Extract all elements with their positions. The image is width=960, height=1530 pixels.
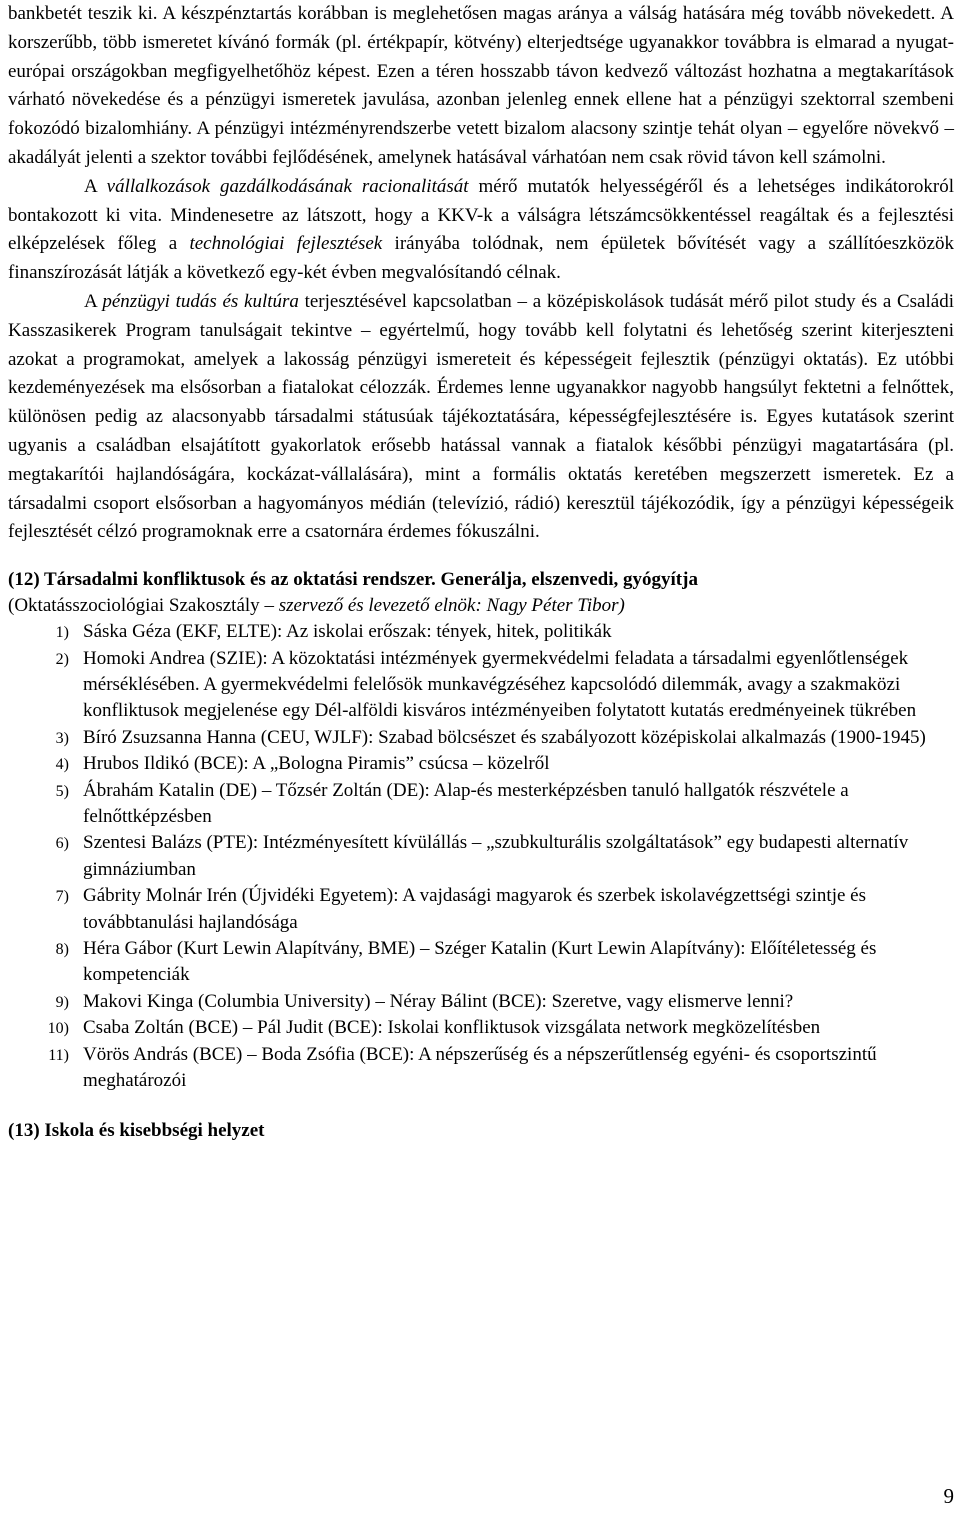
- paragraph-financial-culture: A pénzügyi tudás és kultúra terjesztésével kapcsolatban – a középiskolások tudását mérő pilot study és a Családi Kasszasikerek Program tanulságait tekintve – egyértelmű, hogy tovább kell folytatni és lehetőség szerint kiterjeszteni azokat a programokat, amelyek a lakosság pénzügyi ismereteit és képességeit fejlesztik (pénzügyi oktatás). Ez utóbbi kezdeményezések ma elsősorban a fiatalokat célozzák. Érdemes lenne ugyanakkor nagyobb hangsúlyt fektetni a felnőttek, különösen pedig az alacsonyabb társadalmi státusúak tájékoztatására, képességfejlesztésére is. Egyes kutatások szerint ugyanis a családban elsajátított gyakorlatok erősebb hatással vannak a fiatalok későbbi pénzügyi magatartására (pl. megtakarítói hajlandóságára, kockázat-vállalására), mint a formális oktatás keretében megszerzett ismeretek. Ez a társadalmi csoport elsősorban a hagyományos médián (televízió, rádió) keresztül tájékozódik, így a pénzügyi képességeik fejlesztését célzó programoknak erre a csatornára érdemes fókuszálni.: [8, 290, 954, 543]
- emphasis-technology: technológiai fejlesztések: [189, 233, 383, 255]
- list-item: 8) Héra Gábor (Kurt Lewin Alapítvány, BME) – Széger Katalin (Kurt Lewin Alapítvány): Előítéletesség és kompetenciák: [55, 938, 877, 986]
- list-item: 6) Szentesi Balázs (PTE): Intézményesített kívülállás – „szubkulturális szolgáltatások” egy budapesti alternatív gimnáziumban: [55, 832, 909, 880]
- emphasis-financial-culture: pénzügyi tudás és kultúra: [102, 290, 299, 312]
- list-item: 11) Vörös András (BCE) – Boda Zsófia (BCE): A népszerűség és a népszerűtlenség egyéni- és csoportszintű meghatározói: [48, 1043, 877, 1092]
- list-item: 10) Csaba Zoltán (BCE) – Pál Judit (BCE): Iskolai konfliktusok vizsgálata network megközelítésben: [47, 1017, 821, 1039]
- document-page: [8, 0, 954, 1144]
- paragraph-enterprises: A vállalkozások gazdálkodásának racionalitását mérő mutatók helyességéről és a lehetséges indikátorokról bontakozott ki vita. Mindenesetre az látszott, hogy a KKV-k a válságra létszámcsökkentéssel reagáltak és a fejlesztési elképzelések főleg a technológiai fejlesztések irányába tolódnak, nem épületek bővítését vagy a szállítóeszközök finanszírozását látják a következő egy-két évben megvalósítandó célnak.: [8, 175, 954, 284]
- list-item: 4) Hrubos Ildikó (BCE): A „Bologna Piramis” csúcsa – közelről: [55, 753, 550, 775]
- paragraph-savings: bankbetét teszik ki. A készpénztartás korábban is meglehetősen magas aránya a válság hatására még tovább növekedett. A korszerűbb, több ismeretet kívánó formák (pl. értékpapír, kötvény) elterjedtsége ugyanakkor továbbra is elmarad a nyugat-európai országokban megfigyelhetőhöz képest. Ezen a téren hosszabb távon kedvező változást hozhatna a megtakarítások várható növekedése és a pénzügyi ismeretek javulása, azonban jelenleg ennek ellene hat a pénzügyi szektorral szembeni fokozódó bizalomhiány. A pénzügyi intézményrendszerbe vetett bizalom alacsony szintje tehát olyan – egyelőre növekvő – akadályát jelenti a szektor további fejlődésének, amelynek hatásával várhatóan nem csak rövid távon kell számolni.: [8, 3, 954, 168]
- list-item: 9) Makovi Kinga (Columbia University) – Néray Bálint (BCE): Szeretve, vagy elismerve lenni?: [55, 990, 794, 1012]
- page-number: 9: [943, 1484, 954, 1508]
- list-item: 5) Ábrahám Katalin (DE) – Tőzsér Zoltán (DE): Alap-és mesterképzésben tanuló hallgatók részvétele a felnőttképzésben: [55, 779, 849, 827]
- section-13-title: (13) Iskola és kisebbségi helyzet: [8, 1120, 265, 1142]
- list-item: 1) Sáska Géza (EKF, ELTE): Az iskolai erőszak: tények, hitek, politikák: [55, 621, 612, 643]
- list-item: 3) Bíró Zsuzsanna Hanna (CEU, WJLF): Szabad bölcsészet és szabályozott középiskolai alkalmazás (1900-1945): [55, 726, 926, 748]
- section-12-title: (12) Társadalmi konfliktusok és az oktatási rendszer. Generálja, elszenvedi, gyógyítja: [8, 569, 698, 591]
- section-12-subtitle: (Oktatásszociológiai Szakosztály – szervező és levezető elnök: Nagy Péter Tibor): [8, 595, 625, 617]
- list-item: 7) Gábrity Molnár Irén (Újvidéki Egyetem): A vajdasági magyarok és szerbek iskolavégzettségi szintje és továbbtanulási hajlandósága: [55, 885, 866, 933]
- section-12-talk-list: [8, 619, 954, 1094]
- list-item: 2) Homoki Andrea (SZIE): A közoktatási intézmények gyermekvédelmi feladata a társadalmi egyenlőtlenségek mérséklésében. A gyermekvédelmi felelősök munkavégzéséhez kapcsolódó dilemmák, avagy a szakmaközi konfliktusok megjelenése egy Dél-alföldi kisváros intézményeiben folytatott kutatás eredményeinek tükrében: [55, 647, 917, 722]
- emphasis-enterprises: vállalkozások gazdálkodásának racionalitását: [106, 175, 469, 197]
